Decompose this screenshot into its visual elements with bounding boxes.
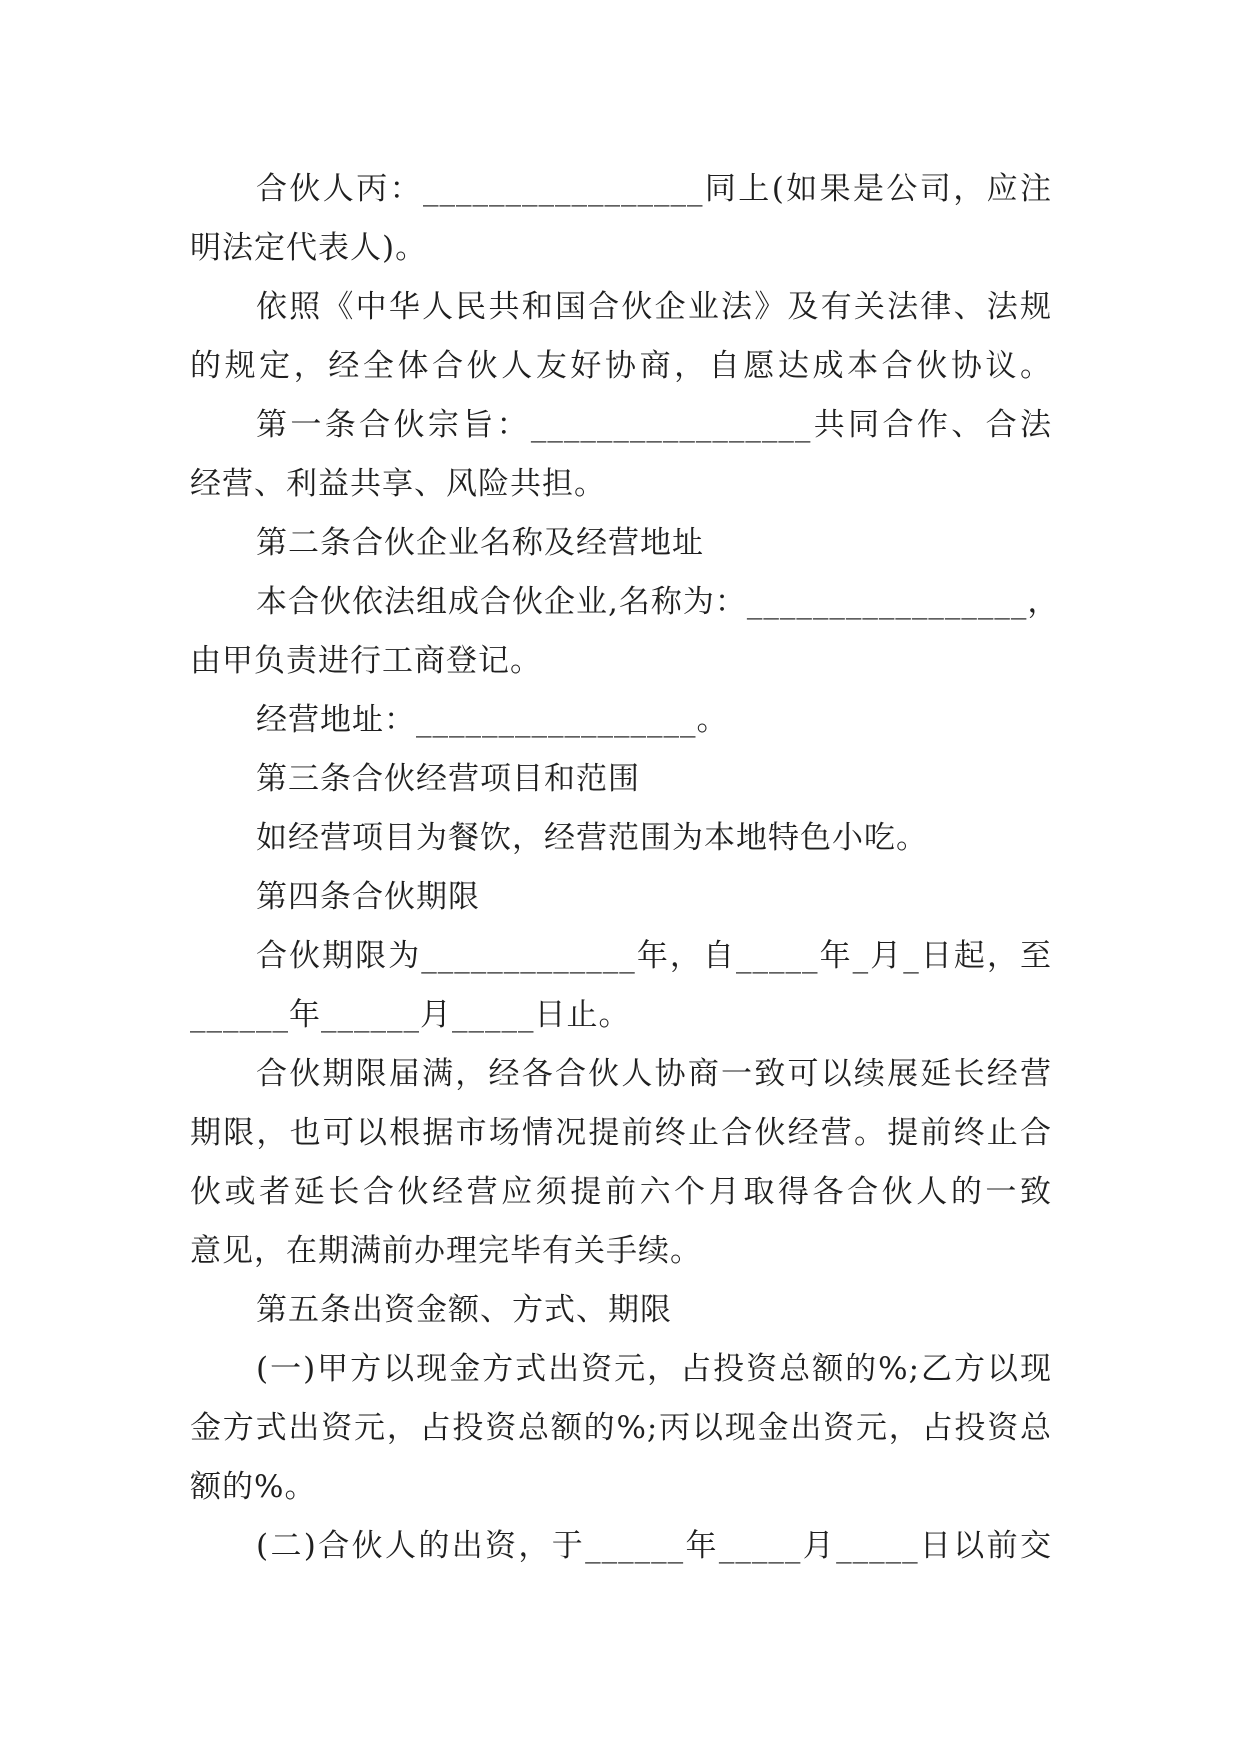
section-heading: 第二条合伙企业名称及经营地址 bbox=[256, 525, 704, 561]
text-line: ______年______月_____日止。 bbox=[190, 997, 631, 1033]
document-body bbox=[190, 160, 1060, 1576]
section-heading: 第五条出资金额、方式、期限 bbox=[256, 1292, 672, 1328]
text-line: 意见，在期满前办理完毕有关手续。 bbox=[190, 1233, 702, 1269]
text-line: 合伙人丙：_________________同上(如果是公司，应注 bbox=[256, 171, 1052, 207]
text-line: (一)甲方以现金方式出资元，占投资总额的%;乙方以现 bbox=[256, 1351, 1052, 1387]
text-line: 如经营项目为餐饮，经营范围为本地特色小吃。 bbox=[256, 820, 928, 856]
text-line: 由甲负责进行工商登记。 bbox=[190, 643, 542, 679]
text-line: 明法定代表人)。 bbox=[190, 230, 428, 266]
text-line: 额的%。 bbox=[190, 1469, 317, 1505]
text-line: 本合伙依法组成合伙企业,名称为：_________________， bbox=[256, 584, 1060, 620]
text-line: 合伙期限为_____________年，自_____年_月_日起，至 bbox=[256, 938, 1052, 974]
text-line: 经营地址：_________________。 bbox=[256, 702, 729, 738]
text-line: 伙或者延长合伙经营应须提前六个月取得各合伙人的一致 bbox=[190, 1174, 1052, 1210]
section-heading: 第三条合伙经营项目和范围 bbox=[256, 761, 640, 797]
text-line: 金方式出资元，占投资总额的%;丙以现金出资元，占投资总 bbox=[190, 1410, 1052, 1446]
text-line: 经营、利益共享、风险共担。 bbox=[190, 466, 606, 502]
text-line: 合伙期限届满，经各合伙人协商一致可以续展延长经营 bbox=[256, 1056, 1052, 1092]
text-line: 依照《中华人民共和国合伙企业法》及有关法律、法规 bbox=[256, 289, 1052, 325]
text-line: (二)合伙人的出资，于______年_____月_____日以前交 bbox=[256, 1528, 1052, 1564]
text-line: 期限，也可以根据市场情况提前终止合伙经营。提前终止合 bbox=[190, 1115, 1052, 1151]
text-line: 第一条合伙宗旨：_________________共同合作、合法 bbox=[256, 407, 1052, 443]
text-line: 的规定，经全体合伙人友好协商，自愿达成本合伙协议。 bbox=[190, 348, 1052, 384]
section-heading: 第四条合伙期限 bbox=[256, 879, 480, 915]
